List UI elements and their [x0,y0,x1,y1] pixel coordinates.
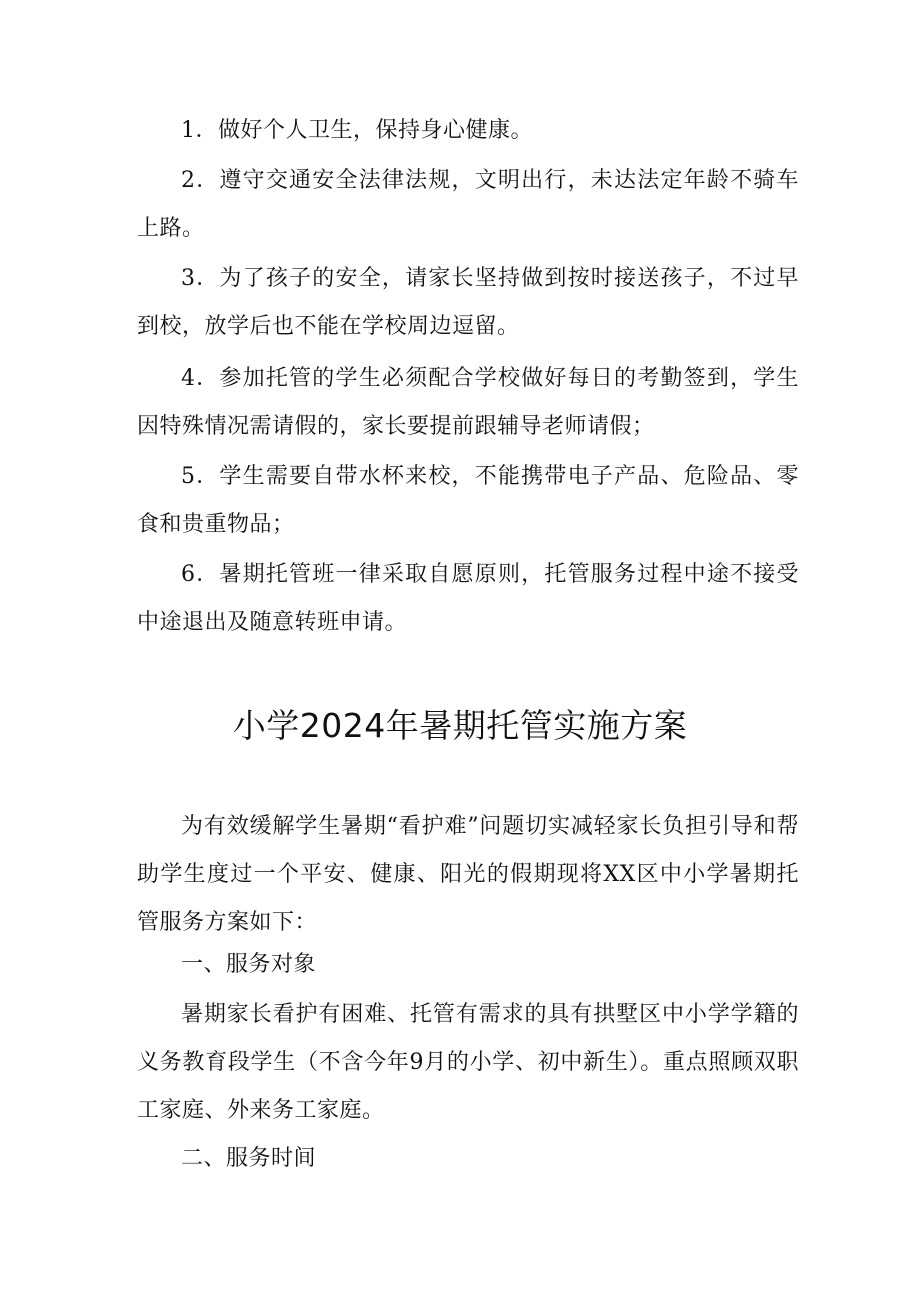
service-target-paragraph: 暑期家长看护有困难、托管有需求的具有拱墅区中小学学籍的义务教育段学生（不含今年9月的小学、初中新生）。重点照顾双职工家庭、外来务工家庭。 [137,1002,799,1123]
rule-item-2: 2．遵守交通安全法律法规，文明出行，未达法定年龄不骑车上路。 [137,168,799,241]
rule-item-4: 4．参加托管的学生必须配合学校做好每日的考勤签到，学生因特殊情况需请假的，家长要提前跟辅导老师请假； [137,366,799,439]
rule-item-1: 1．做好个人卫生，保持身心健康。 [181,118,533,143]
intro-paragraph: 为有效缓解学生暑期“看护难”问题切实减轻家长负担引导和帮助学生度过一个平安、健康、阳光的假期现将XX区中小学暑期托管服务方案如下： [137,814,799,935]
rule-item-5: 5．学生需要自带水杯来校，不能携带电子产品、危险品、零食和贵重物品； [137,464,799,537]
section-heading-service-target: 一、服务对象 [181,952,317,977]
rule-item-3: 3．为了孩子的安全，请家长坚持做到按时接送孩子，不过早到校，放学后也不能在学校周边逗留。 [137,266,799,339]
section-heading-service-time: 二、服务时间 [181,1146,317,1171]
rule-item-6: 6．暑期托管班一律采取自愿原则，托管服务过程中途不接受中途退出及随意转班申请。 [137,562,799,635]
document-title: 小学2024年暑期托管实施方案 [232,706,688,745]
